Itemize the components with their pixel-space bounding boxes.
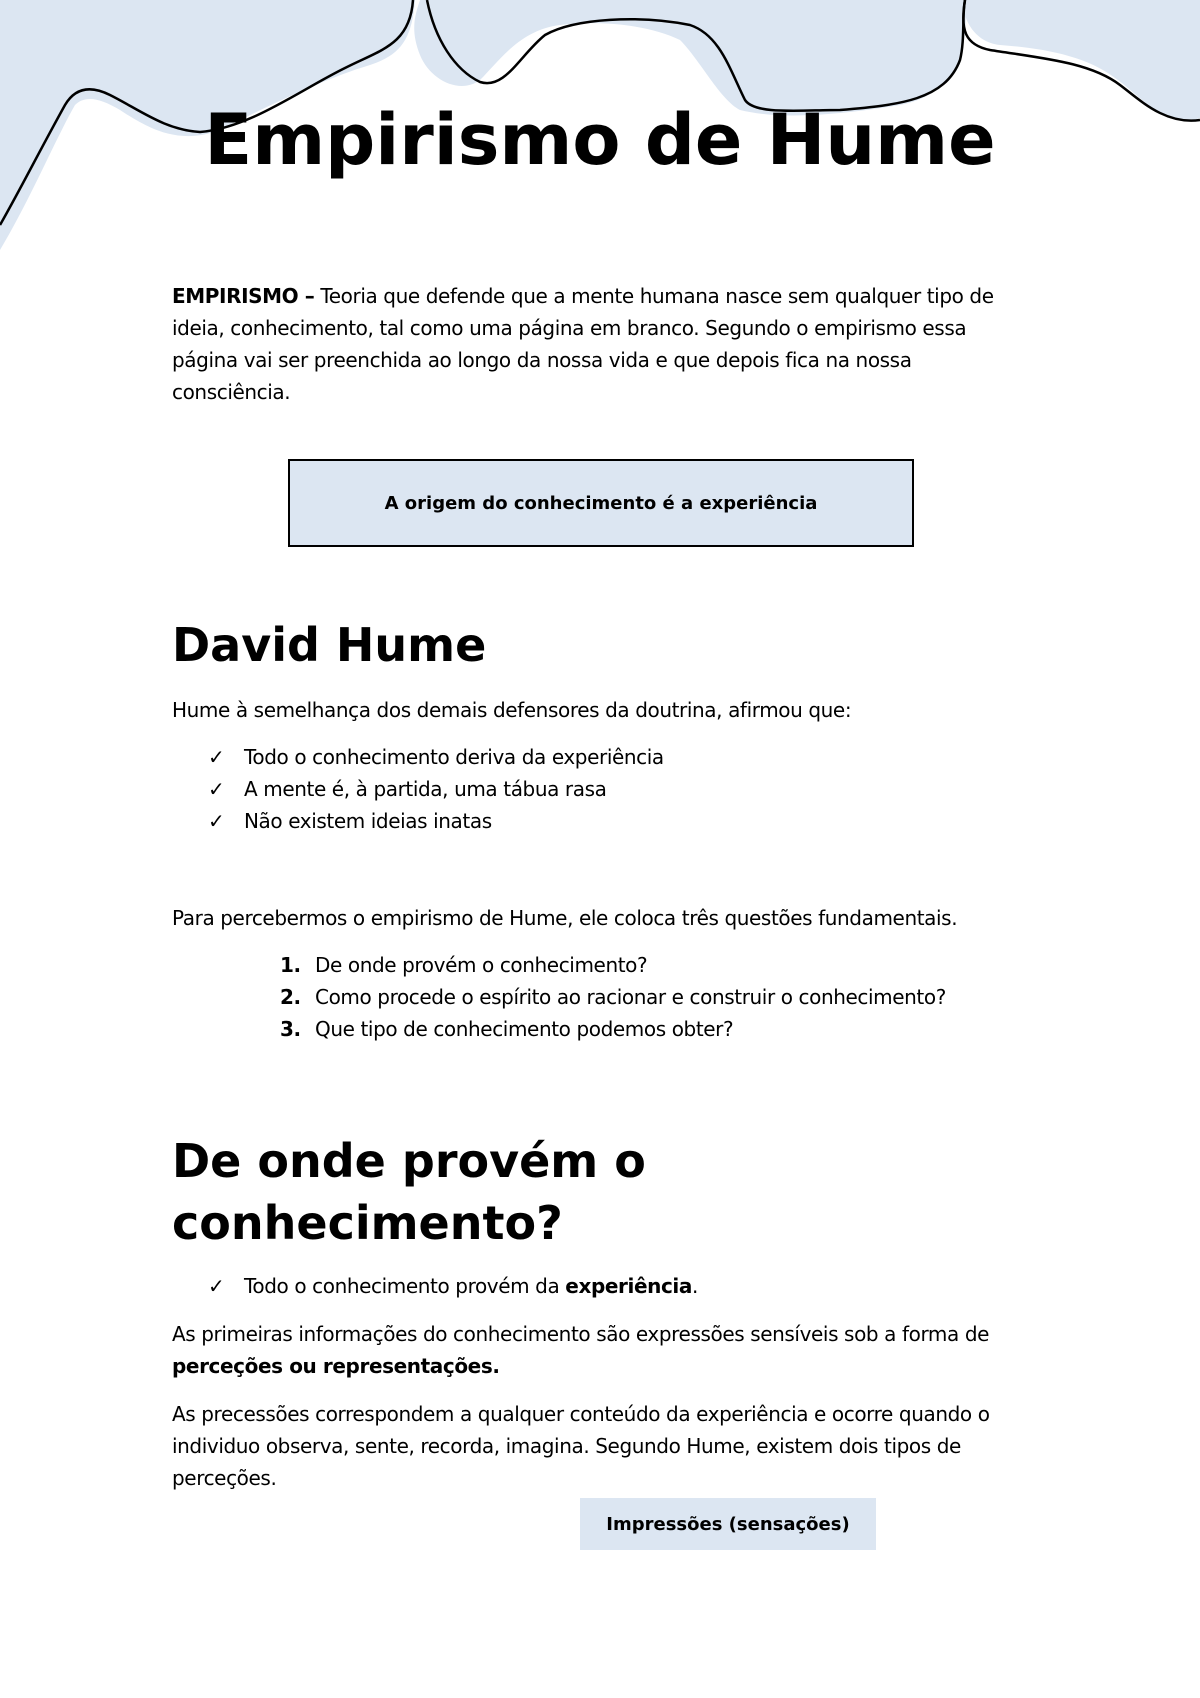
questions-list (172, 949, 1012, 1045)
intro-text: Teoria que defende que a mente humana nasce sem qualquer tipo de ideia, conhecimento, tal como uma página em branco. Segundo o empirismo essa página vai ser preenchida ao longo da nossa vida e que depois fica na nossa consciência. (172, 284, 994, 404)
check-icon: ✓ (208, 777, 225, 801)
intro-term: EMPIRISMO – (172, 284, 315, 308)
questions-intro-block (172, 902, 1012, 934)
list-item: 1. De onde provém o conhecimento? (280, 953, 648, 977)
list-number: 3. (280, 1017, 301, 1041)
impressions-badge (580, 1498, 876, 1550)
check-icon: ✓ (208, 1274, 225, 1298)
list-number: 2. (280, 985, 301, 1009)
list-item: 2. Como procede o espírito ao racionar e construir o conhecimento? (280, 985, 946, 1009)
callout-text: A origem do conhecimento é a experiência (384, 492, 818, 514)
questions-intro: Para percebermos o empirismo de Hume, ele coloca três questões fundamentais. (172, 906, 958, 930)
check-icon: ✓ (208, 745, 225, 769)
section1-lead: Hume à semelhança dos demais defensores da doutrina, afirmou que: (172, 698, 852, 722)
list-item: ✓ A mente é, à partida, uma tábua rasa (208, 777, 607, 801)
list-item: ✓ Todo o conhecimento provém da experiência . (208, 1274, 698, 1298)
section2-paragraph-1: As primeiras informações do conhecimento são expressões sensíveis sob a forma de perceções ou representações. (172, 1322, 990, 1378)
list-item: ✓ Todo o conhecimento deriva da experiência (208, 745, 664, 769)
list-item: ✓ Não existem ideias inatas (208, 809, 492, 833)
list-number: 1. (280, 953, 301, 977)
section-heading-origin: De onde provém o conhecimento? (172, 1134, 646, 1250)
list-item: 3. Que tipo de conhecimento podemos obter? (280, 1017, 734, 1041)
intro-section (172, 280, 1012, 408)
section1-body (172, 694, 1012, 726)
section-heading-david-hume: David Hume (172, 618, 487, 672)
section2-check (172, 1270, 1012, 1302)
check-icon: ✓ (208, 809, 225, 833)
section2-paragraph-2: As precessões correspondem a qualquer conteúdo da experiência e ocorre quando o individuo observa, sente, recorda, imagina. Segundo Hume, existem dois tipos de perceções. (172, 1402, 990, 1490)
page-title: Empirismo de Hume (204, 99, 996, 181)
badge-text: Impressões (sensações) (606, 1513, 850, 1535)
section1-check-list (172, 741, 1012, 837)
intro-paragraph (172, 280, 1012, 408)
title-container (0, 98, 1200, 210)
callout-box (288, 459, 914, 547)
